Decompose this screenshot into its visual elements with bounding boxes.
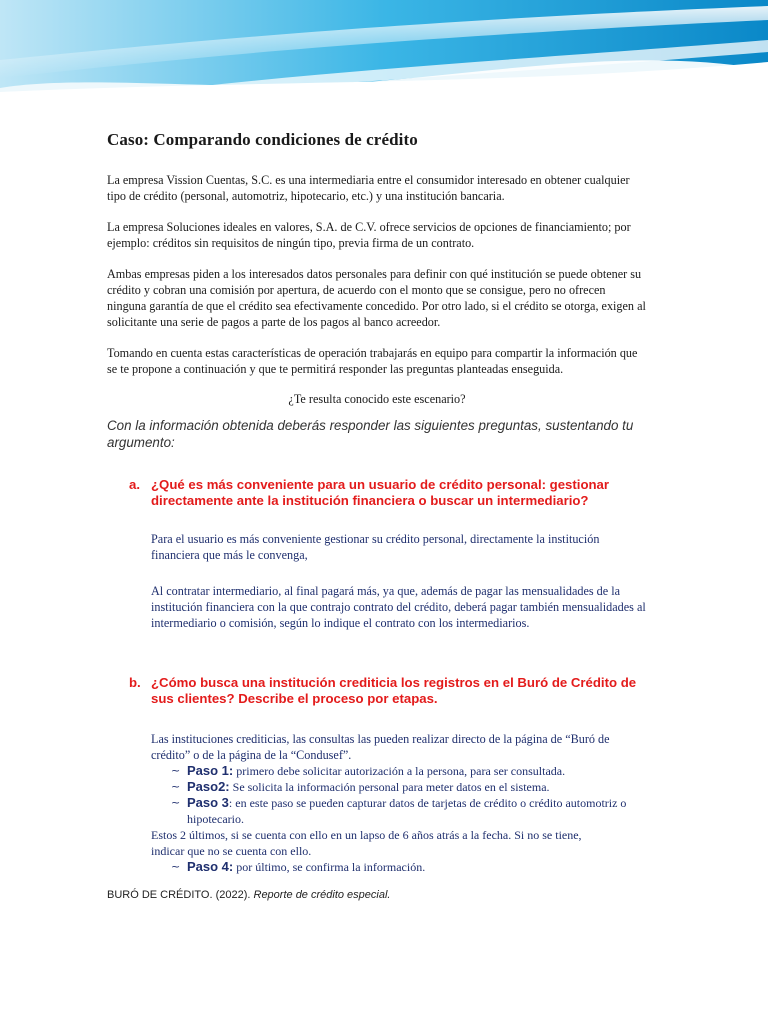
reference-title: Reporte de crédito especial. [253,889,391,901]
reference-source: BURÓ DE CRÉDITO. (2022). [107,889,254,901]
question-b [107,675,647,707]
question-b-marker: b. [129,675,141,690]
document-body [107,130,647,901]
question-a-marker: a. [129,477,140,492]
step-4-label: Paso 4: [187,859,234,874]
paragraph-1: La empresa Vission Cuentas, S.C. es una intermediaria entre el consumidor interesado en obtener cualquier tipo de crédito (personal, automotriz, hipotecario, etc.) y una institución bancaria. [107,173,630,203]
question-a [107,477,647,509]
question-b-text: ¿Cómo busca una institución crediticia los registros en el Buró de Crédito de sus clientes? Describe el proceso por etapas. [151,675,637,706]
answer-a-1: Para el usuario es más conveniente gestionar su crédito personal, directamente la institución financiera que más le convenga, [151,532,600,562]
answer-a-2: Al contratar intermediario, al final pagará más, ya que, además de pagar las mensualidades de la institución financiera con la que contrajo contrato del crédito, deberá pagar también mensualidades al intermediario o comisión, según lo indique el contrato con los intermediarios. [151,584,646,630]
step-1-label: Paso 1: [187,763,234,778]
step-2 [151,779,647,795]
steps-note: Estos 2 últimos, si se cuenta con ello en un lapso de 6 años atrás a la fecha. Si no se tiene, indicar que no se cuenta con ello. [151,828,582,858]
bullet-icon: ~ [171,796,181,809]
step-4 [151,859,647,875]
step-3-text: : en este paso se pueden capturar datos de tarjetas de crédito o crédito automotriz o hipotecario. [187,796,627,826]
final-step-list [151,859,647,875]
step-1 [151,763,647,779]
paragraph-3: Ambas empresas piden a los interesados datos personales para definir con qué institución se puede obtener su crédito y cobran una comisión por apertura, de acuerdo con el monto que se consigue, pero no ofrecen ninguna garantía de que el crédito sea efectivamente concedido. Por otro lado, si el crédito se otorga, exigen al solicitante una serie de pagos a parte de los pagos al banco acreedor. [107,267,646,329]
steps-list [151,763,647,827]
scenario-question: ¿Te resulta conocido este escenario? [288,392,466,406]
banner-graphic [0,0,768,96]
step-1-text: primero debe solicitar autorización a la persona, para ser consultada. [233,764,566,778]
answer-b-intro: Las instituciones crediticias, las consultas las pueden realizar directo de la página de “Buró de crédito” o de la página de la “Condusef”. [151,732,610,762]
instructions: Con la información obtenida deberás responder las siguientes preguntas, sustentando tu argumento: [107,418,634,450]
step-4-text: por último, se confirma la información. [233,860,426,874]
header-banner [0,0,768,96]
bullet-icon: ~ [171,764,181,777]
step-2-text: Se solicita la información personal para meter datos en el sistema. [229,780,550,794]
document-title: Caso: Comparando condiciones de crédito [107,130,418,149]
question-a-text: ¿Qué es más conveniente para un usuario de crédito personal: gestionar directamente ante la institución financiera o buscar un intermediario? [151,477,610,508]
paragraph-2: La empresa Soluciones ideales en valores, S.A. de C.V. ofrece servicios de opciones de financiamiento; por ejemplo: créditos sin requisitos de ningún tipo, previa firma de un contrato. [107,220,631,250]
bullet-icon: ~ [171,860,181,873]
bullet-icon: ~ [171,780,181,793]
paragraph-4: Tomando en cuenta estas características de operación trabajarás en equipo para compartir la información que se te propone a continuación y que te permitirá responder las preguntas planteadas enseguida. [107,346,638,376]
step-3 [151,795,647,827]
step-2-label: Paso2: [187,779,230,794]
reference [107,889,647,901]
step-3-label: Paso 3 [187,795,229,810]
